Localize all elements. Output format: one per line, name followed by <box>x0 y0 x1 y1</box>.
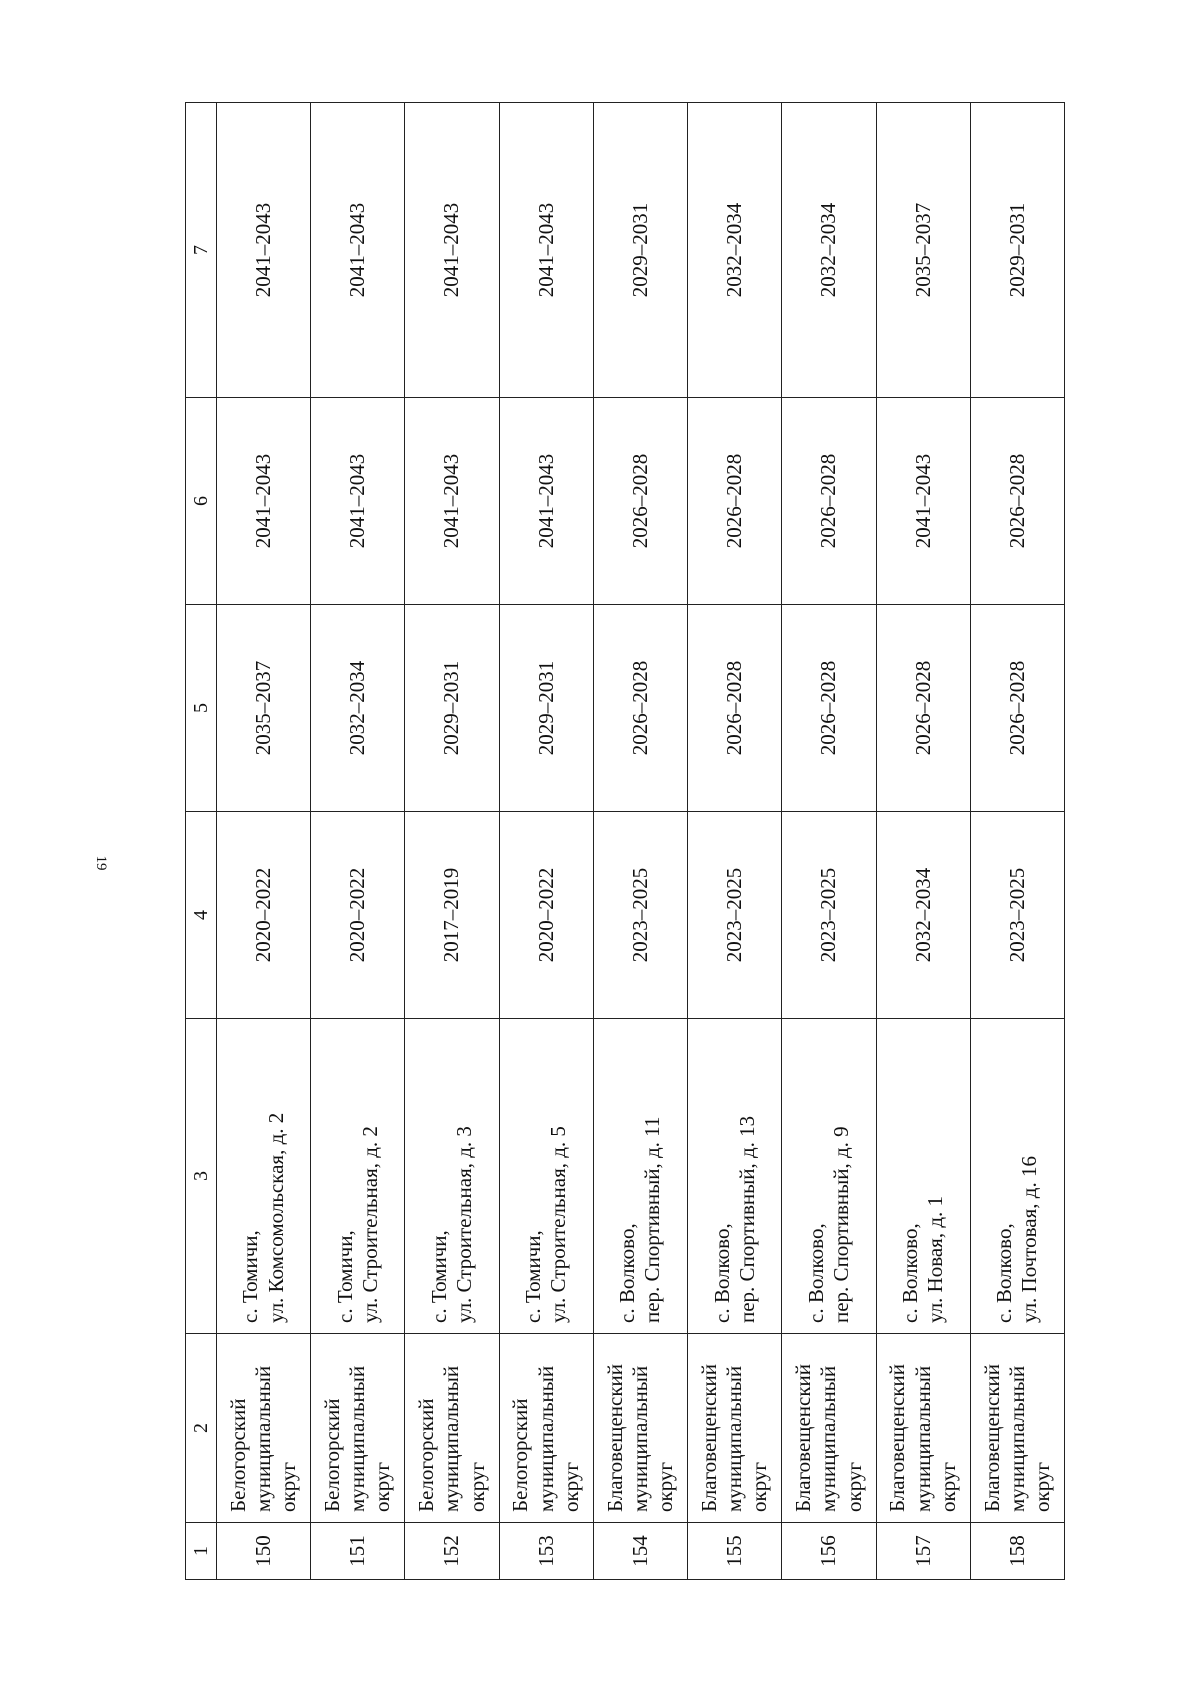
table-row <box>876 103 970 1580</box>
period-cell-4: 2023–2025 <box>593 812 687 1019</box>
address-line: с. Томичи, <box>426 1230 451 1323</box>
table-row <box>499 103 593 1580</box>
address-line: ул. Новая, д. 1 <box>923 1195 948 1323</box>
period-cell-4: 2023–2025 <box>688 812 782 1019</box>
period-cell-7: 2041–2043 <box>499 103 593 398</box>
district-line: муниципальный <box>722 1365 747 1512</box>
address-line: с. Волково, <box>615 1223 640 1323</box>
address-line: ул. Строительная, д. 3 <box>452 1126 477 1323</box>
header-cell-5: 5 <box>186 605 217 812</box>
address-cell <box>499 1019 593 1334</box>
period-cell-7: 2029–2031 <box>593 103 687 398</box>
district-cell <box>499 1334 593 1523</box>
period-cell-6: 2026–2028 <box>970 398 1064 605</box>
district-line: округ <box>747 1461 772 1512</box>
address-cell <box>311 1019 405 1334</box>
header-cell-6: 6 <box>186 398 217 605</box>
row-number-cell: 151 <box>311 1523 405 1580</box>
address-cell <box>405 1019 499 1334</box>
period-cell-5: 2026–2028 <box>876 605 970 812</box>
district-line: округ <box>1029 1461 1054 1512</box>
address-cell <box>688 1019 782 1334</box>
period-cell-4: 2032–2034 <box>876 812 970 1019</box>
district-line: муниципальный <box>627 1365 652 1512</box>
address-cell <box>876 1019 970 1334</box>
period-cell-6: 2026–2028 <box>782 398 876 605</box>
district-line: Белогорский <box>414 1398 439 1512</box>
address-line: ул. Строительная, д. 5 <box>546 1126 571 1323</box>
district-line: муниципальный <box>439 1365 464 1512</box>
row-number-cell: 154 <box>593 1523 687 1580</box>
district-cell <box>876 1334 970 1523</box>
header-cell-3: 3 <box>186 1019 217 1334</box>
period-cell-5: 2035–2037 <box>217 605 311 812</box>
table-row <box>311 103 405 1580</box>
district-cell <box>782 1334 876 1523</box>
district-line: Благовещенский <box>696 1363 721 1512</box>
district-line: муниципальный <box>816 1365 841 1512</box>
period-cell-5: 2029–2031 <box>405 605 499 812</box>
table-row <box>217 103 311 1580</box>
district-line: округ <box>464 1461 489 1512</box>
period-cell-4: 2020–2022 <box>311 812 405 1019</box>
table-body <box>186 103 1065 1580</box>
district-line: муниципальный <box>1004 1365 1029 1512</box>
period-cell-7: 2035–2037 <box>876 103 970 398</box>
row-number-cell: 156 <box>782 1523 876 1580</box>
district-cell <box>970 1334 1064 1523</box>
period-cell-4: 2017–2019 <box>405 812 499 1019</box>
period-cell-6: 2041–2043 <box>405 398 499 605</box>
district-line: Благовещенский <box>602 1363 627 1512</box>
row-number-cell: 150 <box>217 1523 311 1580</box>
row-number-cell: 155 <box>688 1523 782 1580</box>
address-line: пер. Спортивный, д. 13 <box>734 1115 759 1323</box>
district-line: муниципальный <box>910 1365 935 1512</box>
period-cell-6: 2041–2043 <box>311 398 405 605</box>
schedule-table <box>185 102 1065 1580</box>
address-line: ул. Комсомольская, д. 2 <box>263 1112 288 1323</box>
period-cell-6: 2026–2028 <box>688 398 782 605</box>
period-cell-5: 2026–2028 <box>782 605 876 812</box>
address-line: с. Томичи, <box>521 1230 546 1323</box>
address-line: ул. Почтовая, д. 16 <box>1017 1156 1042 1323</box>
district-line: Благовещенский <box>791 1363 816 1512</box>
period-cell-5: 2029–2031 <box>499 605 593 812</box>
district-cell <box>217 1334 311 1523</box>
district-line: Благовещенский <box>979 1363 1004 1512</box>
header-cell-7: 7 <box>186 103 217 398</box>
address-line: с. Томичи, <box>238 1230 263 1323</box>
period-cell-4: 2023–2025 <box>970 812 1064 1019</box>
address-line: пер. Спортивный, д. 9 <box>828 1126 853 1323</box>
district-line: округ <box>653 1461 678 1512</box>
district-line: Белогорский <box>320 1398 345 1512</box>
table-frame <box>185 110 1065 1580</box>
district-line: округ <box>935 1461 960 1512</box>
row-number-cell: 152 <box>405 1523 499 1580</box>
period-cell-6: 2041–2043 <box>876 398 970 605</box>
period-cell-6: 2041–2043 <box>217 398 311 605</box>
table-row <box>688 103 782 1580</box>
period-cell-5: 2026–2028 <box>688 605 782 812</box>
district-line: округ <box>370 1461 395 1512</box>
header-cell-4: 4 <box>186 812 217 1019</box>
table-row <box>593 103 687 1580</box>
header-cell-1: 1 <box>186 1523 217 1580</box>
address-line: пер. Спортивный, д. 11 <box>640 1116 665 1323</box>
table-header-row <box>186 103 217 1580</box>
district-line: муниципальный <box>533 1365 558 1512</box>
row-number-cell: 158 <box>970 1523 1064 1580</box>
address-line: ул. Строительная, д. 2 <box>357 1126 382 1323</box>
header-cell-2: 2 <box>186 1334 217 1523</box>
address-cell <box>782 1019 876 1334</box>
address-line: с. Волково, <box>803 1223 828 1323</box>
address-cell <box>217 1019 311 1334</box>
period-cell-7: 2032–2034 <box>782 103 876 398</box>
period-cell-7: 2041–2043 <box>311 103 405 398</box>
period-cell-4: 2023–2025 <box>782 812 876 1019</box>
district-line: Благовещенский <box>885 1363 910 1512</box>
period-cell-5: 2026–2028 <box>970 605 1064 812</box>
period-cell-5: 2032–2034 <box>311 605 405 812</box>
district-line: муниципальный <box>251 1365 276 1512</box>
row-number-cell: 153 <box>499 1523 593 1580</box>
table-row <box>405 103 499 1580</box>
district-line: Белогорский <box>225 1398 250 1512</box>
address-line: с. Волково, <box>709 1223 734 1323</box>
table-row <box>782 103 876 1580</box>
district-cell <box>593 1334 687 1523</box>
period-cell-7: 2041–2043 <box>217 103 311 398</box>
period-cell-7: 2041–2043 <box>405 103 499 398</box>
address-cell <box>593 1019 687 1334</box>
district-cell <box>405 1334 499 1523</box>
period-cell-5: 2026–2028 <box>593 605 687 812</box>
table-row <box>970 103 1064 1580</box>
page-number: 19 <box>93 855 109 871</box>
period-cell-6: 2026–2028 <box>593 398 687 605</box>
row-number-cell: 157 <box>876 1523 970 1580</box>
period-cell-7: 2029–2031 <box>970 103 1064 398</box>
address-line: с. Волково, <box>897 1223 922 1323</box>
district-line: муниципальный <box>345 1365 370 1512</box>
period-cell-6: 2041–2043 <box>499 398 593 605</box>
period-cell-7: 2032–2034 <box>688 103 782 398</box>
district-cell <box>311 1334 405 1523</box>
district-line: округ <box>276 1461 301 1512</box>
district-line: округ <box>558 1461 583 1512</box>
address-line: с. Томичи, <box>332 1230 357 1323</box>
address-line: с. Волково, <box>992 1223 1017 1323</box>
district-line: округ <box>841 1461 866 1512</box>
period-cell-4: 2020–2022 <box>217 812 311 1019</box>
district-line: Белогорский <box>508 1398 533 1512</box>
address-cell <box>970 1019 1064 1334</box>
district-cell <box>688 1334 782 1523</box>
period-cell-4: 2020–2022 <box>499 812 593 1019</box>
